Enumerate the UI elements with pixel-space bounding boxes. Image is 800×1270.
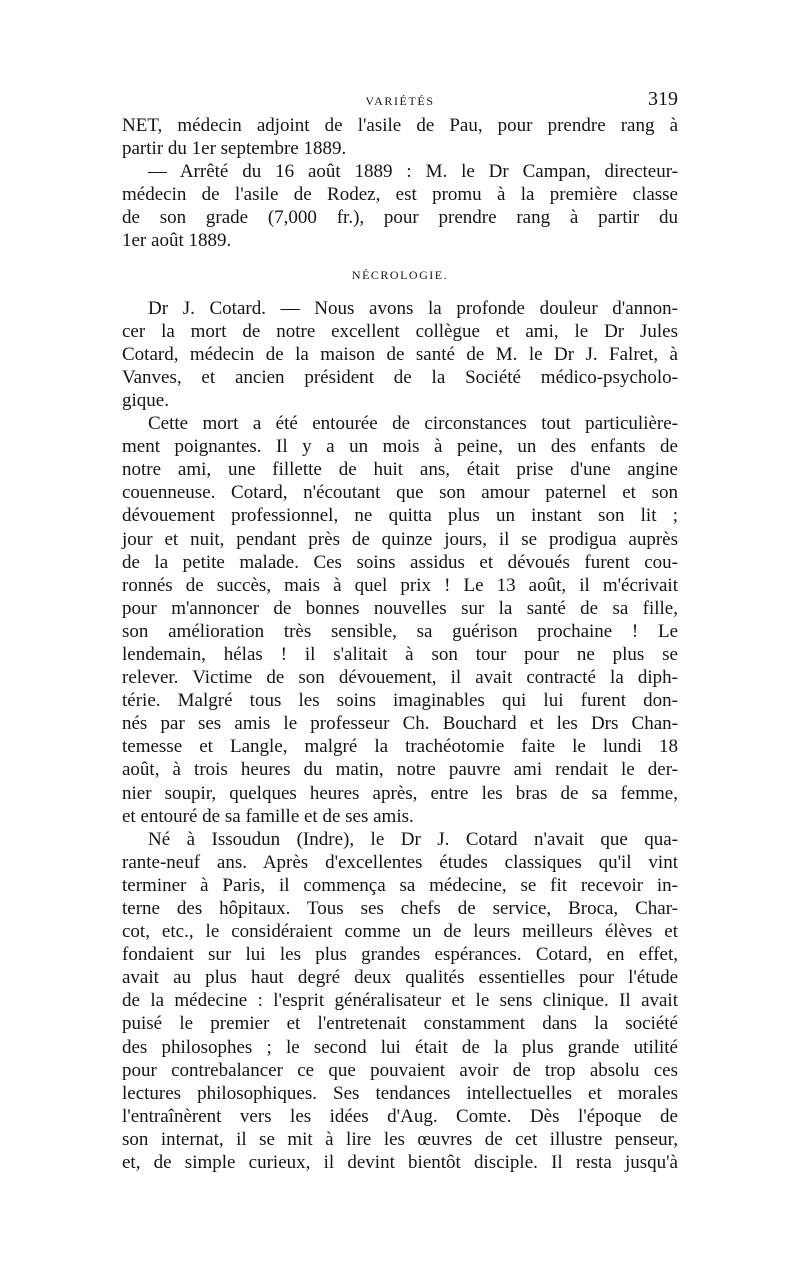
text-line: lendemain, hélas ! il s'alitait à son tour pour ne plus se (122, 643, 678, 665)
text-line: terminer à Paris, il commença sa médecine, se fit recevoir in- (122, 874, 678, 896)
text-line: et entouré de sa famille et de ses amis. (122, 805, 414, 827)
text-line: cer la mort de notre excellent collègue et ami, le Dr Jules (122, 320, 678, 342)
obituary-paragraph-3 (122, 828, 678, 1174)
text-line: partir du 1er septembre 1889. (122, 138, 347, 160)
text-line: Cotard, médecin de la maison de santé de M. le Dr J. Falret, à (122, 343, 678, 365)
text-line: gique. (122, 389, 169, 411)
text-line: Dr J. Cotard. — Nous avons la profonde douleur d'annon- (148, 297, 678, 319)
running-head (122, 88, 678, 114)
text-line: août, à trois heures du matin, notre pauvre ami rendait le der- (122, 759, 678, 781)
obituary-paragraph-1 (122, 297, 678, 412)
text-line: avait au plus haut degré deux qualités essentielles pour l'étude (122, 967, 678, 989)
running-head-title: VARIÉTÉS (365, 94, 435, 108)
text-line: notre ami, une fillette de huit ans, était prise d'une angine (122, 459, 678, 481)
text-line: — Arrêté du 16 août 1889 : M. le Dr Campan, directeur- (148, 161, 678, 183)
appointments-block (122, 114, 678, 253)
text-line: relever. Victime de son dévouement, il avait contracté la diph- (122, 667, 678, 689)
text-line: son amélioration très sensible, sa guérison prochaine ! Le (122, 620, 678, 642)
text-line: Vanves, et ancien président de la Société médico-psycholo- (122, 366, 678, 388)
text-line: pour contrebalancer ce que pouvaient avoir de trop absolu ces (122, 1059, 678, 1081)
text-line: 1er août 1889. (122, 230, 232, 252)
text-line: térie. Malgré tous les soins imaginables qui lui furent don- (122, 690, 678, 712)
book-page (122, 88, 678, 1174)
text-line: nier soupir, quelques heures après, entre les bras de sa femme, (122, 782, 678, 804)
text-line: de la petite malade. Ces soins assidus et dévoués furent cou- (122, 551, 678, 573)
text-line: couenneuse. Cotard, n'écoutant que son amour paternel et son (122, 482, 678, 504)
text-line: ment poignantes. Il y a un mois à peine, un des enfants de (122, 436, 678, 458)
text-line: cot, etc., le considéraient comme un de leurs meilleurs élèves et (122, 921, 678, 943)
text-line: Cette mort a été entourée de circonstances tout particulière- (148, 413, 678, 435)
text-line: temesse et Langle, malgré la trachéotomie faite le lundi 18 (122, 736, 678, 758)
text-line: des philosophes ; le second lui était de la plus grande utilité (122, 1036, 678, 1058)
text-line: Né à Issoudun (Indre), le Dr J. Cotard n'avait que qua- (148, 828, 678, 850)
text-line: l'entraînèrent vers les idées d'Aug. Comte. Dès l'époque de (122, 1105, 678, 1127)
page-number: 319 (648, 88, 678, 110)
text-line: nés par ses amis le professeur Ch. Bouchard et les Drs Chan- (122, 713, 678, 735)
text-line: lectures philosophiques. Ses tendances intellectuelles et morales (122, 1082, 678, 1104)
text-line: médecin de l'asile de Rodez, est promu à la première classe (122, 184, 678, 206)
text-line: terne des hôpitaux. Tous ses chefs de service, Broca, Char- (122, 898, 678, 919)
text-line: son internat, il se mit à lire les œuvres de cet illustre penseur, (122, 1128, 678, 1150)
obituary-paragraph-2 (122, 412, 678, 828)
text-line: de son grade (7,000 fr.), pour prendre rang à partir du (122, 207, 678, 229)
text-line: fondaient sur lui les plus grandes espérances. Cotard, en effet, (122, 944, 678, 966)
text-line: ronnés de succès, mais à quel prix ! Le 13 août, il m'écrivait (122, 574, 678, 596)
text-line: jour et nuit, pendant près de quinze jours, il se prodigua auprès (122, 528, 678, 550)
text-line: puisé le premier et l'entretenait constamment dans la société (122, 1013, 678, 1035)
section-heading: NÉCROLOGIE. (351, 267, 449, 282)
text-line: NET, médecin adjoint de l'asile de Pau, pour prendre rang à (122, 115, 678, 136)
text-line: dévouement professionnel, ne quitta plus un instant son lit ; (122, 505, 678, 527)
text-line: pour m'annoncer de bonnes nouvelles sur la santé de sa fille, (122, 597, 678, 619)
text-line: et, de simple curieux, il devint bientôt disciple. Il resta jusqu'à (122, 1152, 678, 1174)
text-line: de la médecine : l'esprit généralisateur et le sens clinique. Il avait (122, 990, 678, 1012)
text-line: rante-neuf ans. Après d'excellentes études classiques qu'il vint (122, 851, 678, 873)
